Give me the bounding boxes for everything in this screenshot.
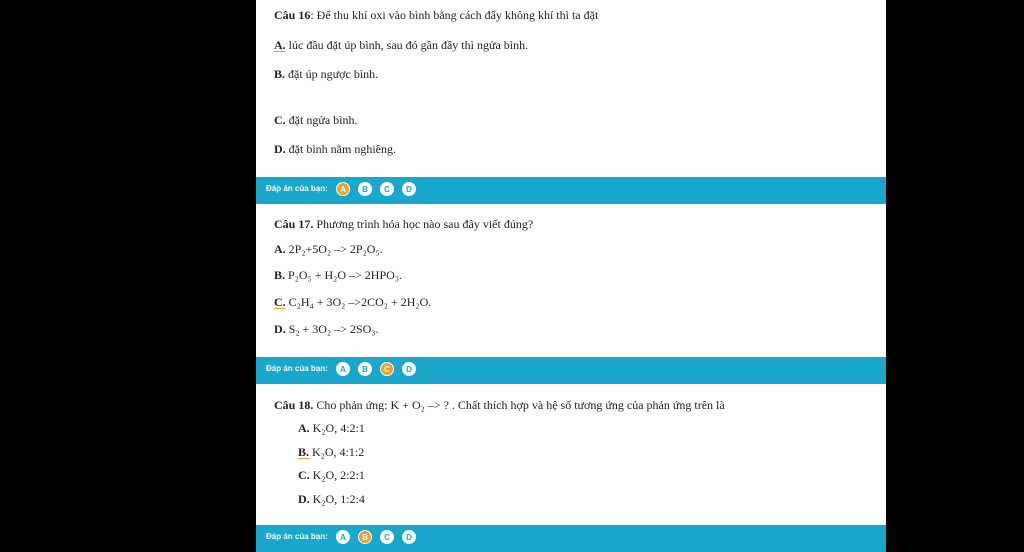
option-letter: A. [274, 242, 286, 256]
option-text: K₂O, 4:2:1 [309, 421, 365, 435]
option-letter: D. [298, 492, 310, 506]
question-18-option-a [298, 420, 365, 436]
quiz-page [256, 0, 886, 552]
question-16-option-a [274, 37, 528, 53]
option-letter: D. [274, 322, 286, 336]
option-text: 2P₂+5O₂ –> 2P₂O₅. [285, 242, 383, 256]
answer-bar-16 [256, 177, 886, 204]
option-letter: A. [274, 38, 286, 52]
answer-bar-18 [256, 525, 886, 552]
answer-option-b[interactable]: B [358, 530, 372, 544]
answer-option-a[interactable]: A [336, 530, 350, 544]
option-text: đặt ngửa bình. [285, 113, 358, 127]
answer-label: Đáp án của bạn: [266, 184, 328, 193]
answer-option-c[interactable]: C [380, 530, 394, 544]
answer-option-a[interactable]: A [336, 182, 350, 196]
option-letter: B. [298, 445, 310, 459]
answer-bar-17 [256, 357, 886, 384]
option-text: lúc đầu đặt úp bình, sau đó gần đầy thì ngửa bình. [285, 38, 529, 52]
question-18 [274, 397, 725, 413]
answer-option-c[interactable]: C [380, 362, 394, 376]
answer-option-c[interactable]: C [380, 182, 394, 196]
question-18-text: Cho phản ứng: K + O₂ –> ? . Chất thích hợp và hệ số tương ứng của phản ứng trên là [313, 398, 725, 412]
question-17-text: Phương trình hóa học nào sau đây viết đúng? [313, 217, 534, 231]
option-letter: C. [274, 113, 286, 127]
option-letter: D. [274, 142, 286, 156]
question-18-option-b [298, 444, 364, 460]
question-17-option-c [274, 294, 431, 310]
option-letter: B. [274, 268, 286, 282]
option-text: đặt úp ngược bình. [285, 67, 379, 81]
answer-option-d[interactable]: D [402, 182, 416, 196]
option-letter: C. [298, 468, 310, 482]
option-letter: C. [274, 295, 286, 309]
answer-option-d[interactable]: D [402, 530, 416, 544]
option-text: K₂O, 1:2:4 [309, 492, 365, 506]
question-17-option-a [274, 241, 383, 257]
question-17 [274, 216, 533, 232]
option-letter: A. [298, 421, 310, 435]
answer-label: Đáp án của bạn: [266, 364, 328, 373]
question-16-text: : Để thu khí oxi vào bình bằng cách đẩy không khí thì ta đặt [310, 8, 599, 22]
option-text: S₂ + 3O₂ –> 2SO₃. [285, 322, 379, 336]
question-16 [274, 7, 598, 23]
question-16-option-d [274, 141, 396, 157]
answer-option-b[interactable]: B [358, 362, 372, 376]
question-18-option-c [298, 467, 365, 483]
answer-option-d[interactable]: D [402, 362, 416, 376]
question-18-option-d [298, 491, 365, 507]
question-16-option-c [274, 112, 358, 128]
question-16-number: Câu 16 [274, 8, 311, 22]
option-text: P₂O₅ + H₂O –> 2HPO₃. [285, 268, 402, 282]
option-text: K₂O, 4:1:2 [309, 445, 365, 459]
answer-option-b[interactable]: B [358, 182, 372, 196]
question-17-number: Câu 17. [274, 217, 314, 231]
question-17-option-d [274, 321, 378, 337]
option-text: C₂H₄ + 3O₂ –>2CO₂ + 2H₂O. [285, 295, 432, 309]
answer-label: Đáp án của bạn: [266, 532, 328, 541]
option-letter: B. [274, 67, 286, 81]
option-text: K₂O, 2:2:1 [309, 468, 365, 482]
question-17-option-b [274, 267, 402, 283]
answer-option-a[interactable]: A [336, 362, 350, 376]
question-16-option-b [274, 66, 378, 82]
question-18-number: Câu 18. [274, 398, 314, 412]
option-text: đặt bình nằm nghiêng. [285, 142, 396, 156]
